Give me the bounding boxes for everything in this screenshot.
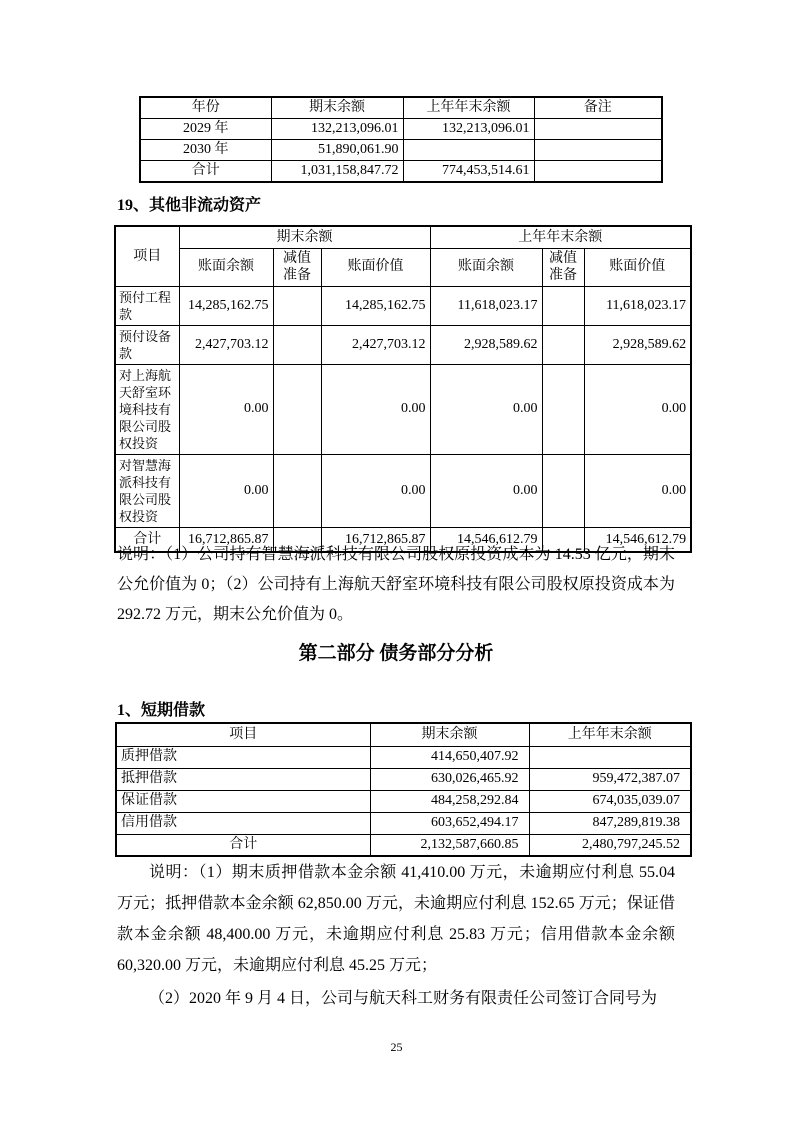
cell-note (534, 139, 662, 160)
cell-item: 预付工程款 (115, 286, 179, 325)
cell-amount (542, 286, 584, 325)
cell-amount (542, 325, 584, 364)
cell-amount: 414,650,407.92 (370, 746, 529, 768)
cell-total-label: 合计 (116, 834, 370, 856)
table-header-row (115, 226, 691, 248)
cell-total-label: 合计 (140, 160, 271, 182)
cell-amount: 674,035,039.07 (529, 790, 691, 812)
cell-item: 预付设备款 (115, 325, 179, 364)
cell-amount: 484,258,292.84 (370, 790, 529, 812)
cell-amount (273, 364, 321, 454)
column-group-header: 期末余额 (179, 226, 430, 248)
cell-amount: 774,453,514.61 (403, 160, 534, 182)
cell-amount (273, 454, 321, 527)
note-line: 说明：（1）期末质押借款本金余额 41,410.00 万元，未逾期应付利息 55.04 (149, 864, 675, 881)
column-header: 账面余额 (430, 248, 542, 286)
column-header: 期末余额 (370, 723, 529, 746)
cell-amount: 132,213,096.01 (271, 118, 403, 139)
column-header: 账面价值 (321, 248, 430, 286)
note-line: 60,320.00 万元，未逾期应付利息 45.25 万元； (117, 957, 438, 974)
cell-amount: 0.00 (179, 454, 273, 527)
column-header: 项目 (115, 226, 179, 286)
cell-amount: 0.00 (321, 364, 430, 454)
cell-amount: 11,618,023.17 (430, 286, 542, 325)
cell-item: 保证借款 (116, 790, 370, 812)
table-row (140, 118, 662, 139)
table-subheader-row (115, 248, 691, 286)
table-total-row (140, 160, 662, 182)
cell-amount: 2,132,587,660.85 (370, 834, 529, 856)
cell-amount: 0.00 (179, 364, 273, 454)
cell-amount: 2,480,797,245.52 (529, 834, 691, 856)
note-line: 款本金余额 48,400.00 万元，未逾期应付利息 25.83 万元；信用借款本金余额 (117, 926, 675, 943)
cell-item: 对上海航天舒室环境科技有限公司股权投资 (115, 364, 179, 454)
cell-amount: 11,618,023.17 (584, 286, 691, 325)
cell-amount: 0.00 (584, 454, 691, 527)
cell-amount: 603,652,494.17 (370, 812, 529, 834)
cell-amount: 0.00 (430, 454, 542, 527)
table-row (116, 768, 691, 790)
cell-amount (542, 454, 584, 527)
cell-note (534, 118, 662, 139)
cell-amount: 132,213,096.01 (403, 118, 534, 139)
table-row (115, 325, 691, 364)
table-header-row (116, 723, 691, 746)
table-row (116, 812, 691, 834)
cell-amount: 14,285,162.75 (321, 286, 430, 325)
column-header: 账面余额 (179, 248, 273, 286)
note-line: （2）2020 年 9 月 4 日，公司与航天科工财务有限责任公司签订合同号为 (149, 990, 658, 1007)
cell-amount: 16,712,865.87 (179, 527, 273, 552)
cell-year: 2030 年 (140, 139, 271, 160)
table-row (115, 364, 691, 454)
cell-amount: 51,890,061.90 (271, 139, 403, 160)
cell-amount: 14,285,162.75 (179, 286, 273, 325)
table-row (116, 746, 691, 768)
cell-item: 信用借款 (116, 812, 370, 834)
cell-item: 对智慧海派科技有限公司股权投资 (115, 454, 179, 527)
column-header: 项目 (116, 723, 370, 746)
other-noncurrent-assets-note (117, 540, 675, 630)
section-title-short-term-borrowings: 1、短期借款 (117, 702, 206, 719)
column-header: 上年年末余额 (403, 97, 534, 118)
cell-note (534, 160, 662, 182)
cell-item: 质押借款 (116, 746, 370, 768)
cell-amount: 14,546,612.79 (430, 527, 542, 552)
column-header: 年份 (140, 97, 271, 118)
cell-amount: 0.00 (430, 364, 542, 454)
note-line: 万元；抵押借款本金余额 62,850.00 万元，未逾期应付利息 152.65 万元；保证借 (117, 895, 675, 912)
cell-amount (273, 325, 321, 364)
cell-total-label: 合计 (115, 527, 179, 552)
note-line: 公允价值为 0；（2）公司持有上海航天舒室环境科技有限公司股权原投资成本为 (117, 576, 675, 593)
note-line: 292.72 万元，期末公允价值为 0。 (117, 606, 354, 623)
column-header: 账面价值 (584, 248, 691, 286)
column-header: 减值准备 (273, 248, 321, 286)
cell-amount: 2,928,589.62 (584, 325, 691, 364)
cell-amount (529, 746, 691, 768)
cell-amount: 16,712,865.87 (321, 527, 430, 552)
table-row (140, 139, 662, 160)
column-header: 减值准备 (542, 248, 584, 286)
cell-amount: 2,427,703.12 (321, 325, 430, 364)
cell-amount: 14,546,612.79 (584, 527, 691, 552)
cell-amount (542, 364, 584, 454)
cell-amount: 630,026,465.92 (370, 768, 529, 790)
cell-amount (403, 139, 534, 160)
page-number: 25 (390, 1040, 403, 1054)
short-term-borrowings-note1 (117, 857, 675, 981)
maturity-schedule-table (139, 96, 663, 183)
cell-amount: 959,472,387.07 (529, 768, 691, 790)
part2-heading: 第二部分 债务部分分析 (298, 643, 494, 664)
column-header: 期末余额 (271, 97, 403, 118)
table-row (115, 454, 691, 527)
column-header: 上年年末余额 (529, 723, 691, 746)
table-row (115, 286, 691, 325)
short-term-borrowings-note2 (117, 983, 675, 1014)
cell-amount: 0.00 (584, 364, 691, 454)
table-total-row (116, 834, 691, 856)
cell-amount (273, 286, 321, 325)
column-group-header: 上年年末余额 (430, 226, 691, 248)
table-row (116, 790, 691, 812)
column-header: 备注 (534, 97, 662, 118)
cell-year: 2029 年 (140, 118, 271, 139)
cell-amount: 847,289,819.38 (529, 812, 691, 834)
short-term-borrowings-table (115, 722, 692, 857)
cell-amount: 2,427,703.12 (179, 325, 273, 364)
cell-amount: 2,928,589.62 (430, 325, 542, 364)
cell-item: 抵押借款 (116, 768, 370, 790)
table-header-row (140, 97, 662, 118)
other-noncurrent-assets-table (114, 225, 692, 553)
note-line: 说明：（1）公司持有智慧海派科技有限公司股权原投资成本为 14.53 亿元，期末 (117, 546, 675, 563)
cell-amount: 0.00 (321, 454, 430, 527)
cell-amount: 1,031,158,847.72 (271, 160, 403, 182)
section-title-other-noncurrent-assets: 19、其他非流动资产 (117, 197, 262, 214)
